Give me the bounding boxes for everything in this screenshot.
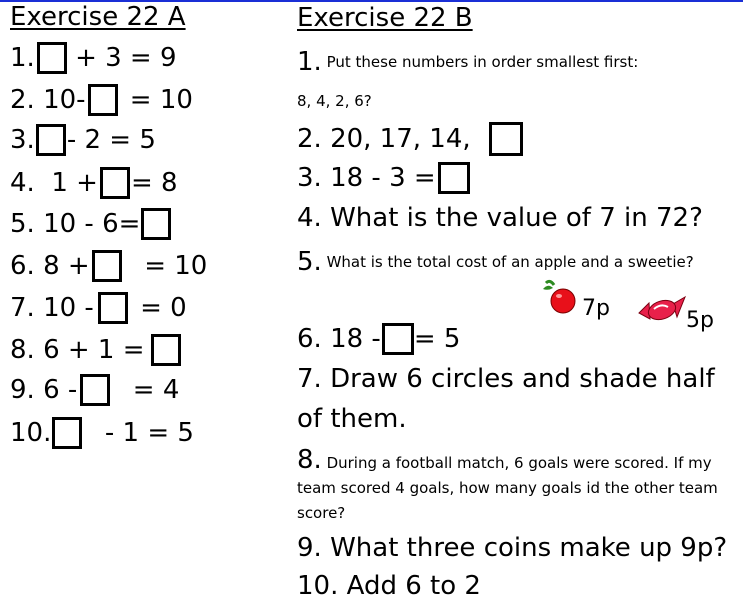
apple-price: 7p: [582, 296, 610, 321]
answer-box[interactable]: [489, 122, 523, 156]
question-text-after: = 8: [130, 168, 178, 198]
answer-box[interactable]: [98, 292, 128, 324]
question-a3: [10, 124, 156, 156]
sweetie-price: 5p: [686, 308, 714, 333]
question-text: What is the total cost of an apple and a sweetie?: [321, 253, 694, 271]
question-text-after: = 10: [121, 85, 193, 115]
question-text-after: + 3 = 9: [66, 43, 177, 73]
question-b3: [297, 162, 470, 194]
question-text-before: 9. 6 -: [10, 375, 78, 405]
question-b1-numbers: 8, 4, 2, 6?: [297, 92, 372, 110]
question-text-before: 2. 10-: [10, 85, 86, 115]
question-b4: 4. What is the value of 7 in 72?: [297, 203, 703, 233]
answer-box[interactable]: [438, 162, 470, 194]
question-text-before: 6. 8 +: [10, 251, 90, 281]
question-text-before: 6. 18 -: [297, 324, 381, 354]
question-text-before: 3.: [10, 125, 35, 155]
question-a7: [10, 292, 187, 324]
question-a2: [10, 84, 193, 116]
question-b7-line1: 7. Draw 6 circles and shade half: [297, 364, 715, 394]
answer-box[interactable]: [151, 334, 181, 366]
question-a6: [10, 250, 207, 282]
question-b6: [297, 323, 460, 355]
question-text: During a football match, 6 goals were scored. If my team scored 4 goals, how many goals id the other team score?: [297, 454, 723, 522]
question-text-before: 8. 6 + 1 =: [10, 335, 145, 365]
question-text-after: = 10: [127, 251, 208, 281]
question-text-before: 4. 1 +: [10, 168, 98, 198]
question-text-after: = 0: [131, 293, 187, 323]
question-text-after: - 1 = 5: [88, 418, 194, 448]
apple-icon: [540, 279, 580, 317]
question-b7-line2: of them.: [297, 404, 407, 434]
answer-box[interactable]: [37, 42, 67, 74]
sweetie-icon: [637, 293, 687, 327]
question-b9: 9. What three coins make up 9p?: [297, 533, 728, 563]
question-number: 8.: [297, 445, 322, 475]
question-b8: [297, 445, 737, 526]
question-a9: [10, 374, 179, 406]
answer-box[interactable]: [52, 417, 82, 449]
question-text: Put these numbers in order smallest first:: [321, 53, 639, 71]
answer-box[interactable]: [92, 250, 122, 282]
question-text-before: 1.: [10, 43, 35, 73]
question-b5: [297, 247, 694, 277]
answer-box[interactable]: [80, 374, 110, 406]
question-a1: [10, 42, 177, 74]
question-number: 1.: [297, 47, 322, 77]
exercise-b-heading: Exercise 22 B: [297, 3, 473, 33]
question-number: 5.: [297, 247, 322, 277]
question-b1: [297, 47, 638, 77]
answer-box[interactable]: [88, 84, 118, 116]
question-a4: [10, 167, 178, 199]
answer-box[interactable]: [382, 323, 414, 355]
question-text-before: 7. 10 -: [10, 293, 94, 323]
question-text: 2. 20, 17, 14,: [297, 124, 479, 154]
exercise-a-heading: Exercise 22 A: [10, 2, 186, 32]
question-text-before: 5. 10 - 6=: [10, 209, 141, 239]
question-text-before: 10.: [10, 418, 52, 448]
question-b2: [297, 122, 523, 156]
answer-box[interactable]: [100, 167, 130, 199]
question-a5: [10, 208, 171, 240]
question-text: 3. 18 - 3 =: [297, 163, 436, 193]
question-b10: 10. Add 6 to 2: [297, 571, 481, 601]
answer-box[interactable]: [141, 208, 171, 240]
question-a8: [10, 334, 181, 366]
answer-box[interactable]: [36, 124, 66, 156]
question-text-after: = 4: [116, 375, 180, 405]
question-a10: [10, 417, 194, 449]
question-text-after: - 2 = 5: [66, 125, 156, 155]
question-text-after: = 5: [413, 324, 461, 354]
